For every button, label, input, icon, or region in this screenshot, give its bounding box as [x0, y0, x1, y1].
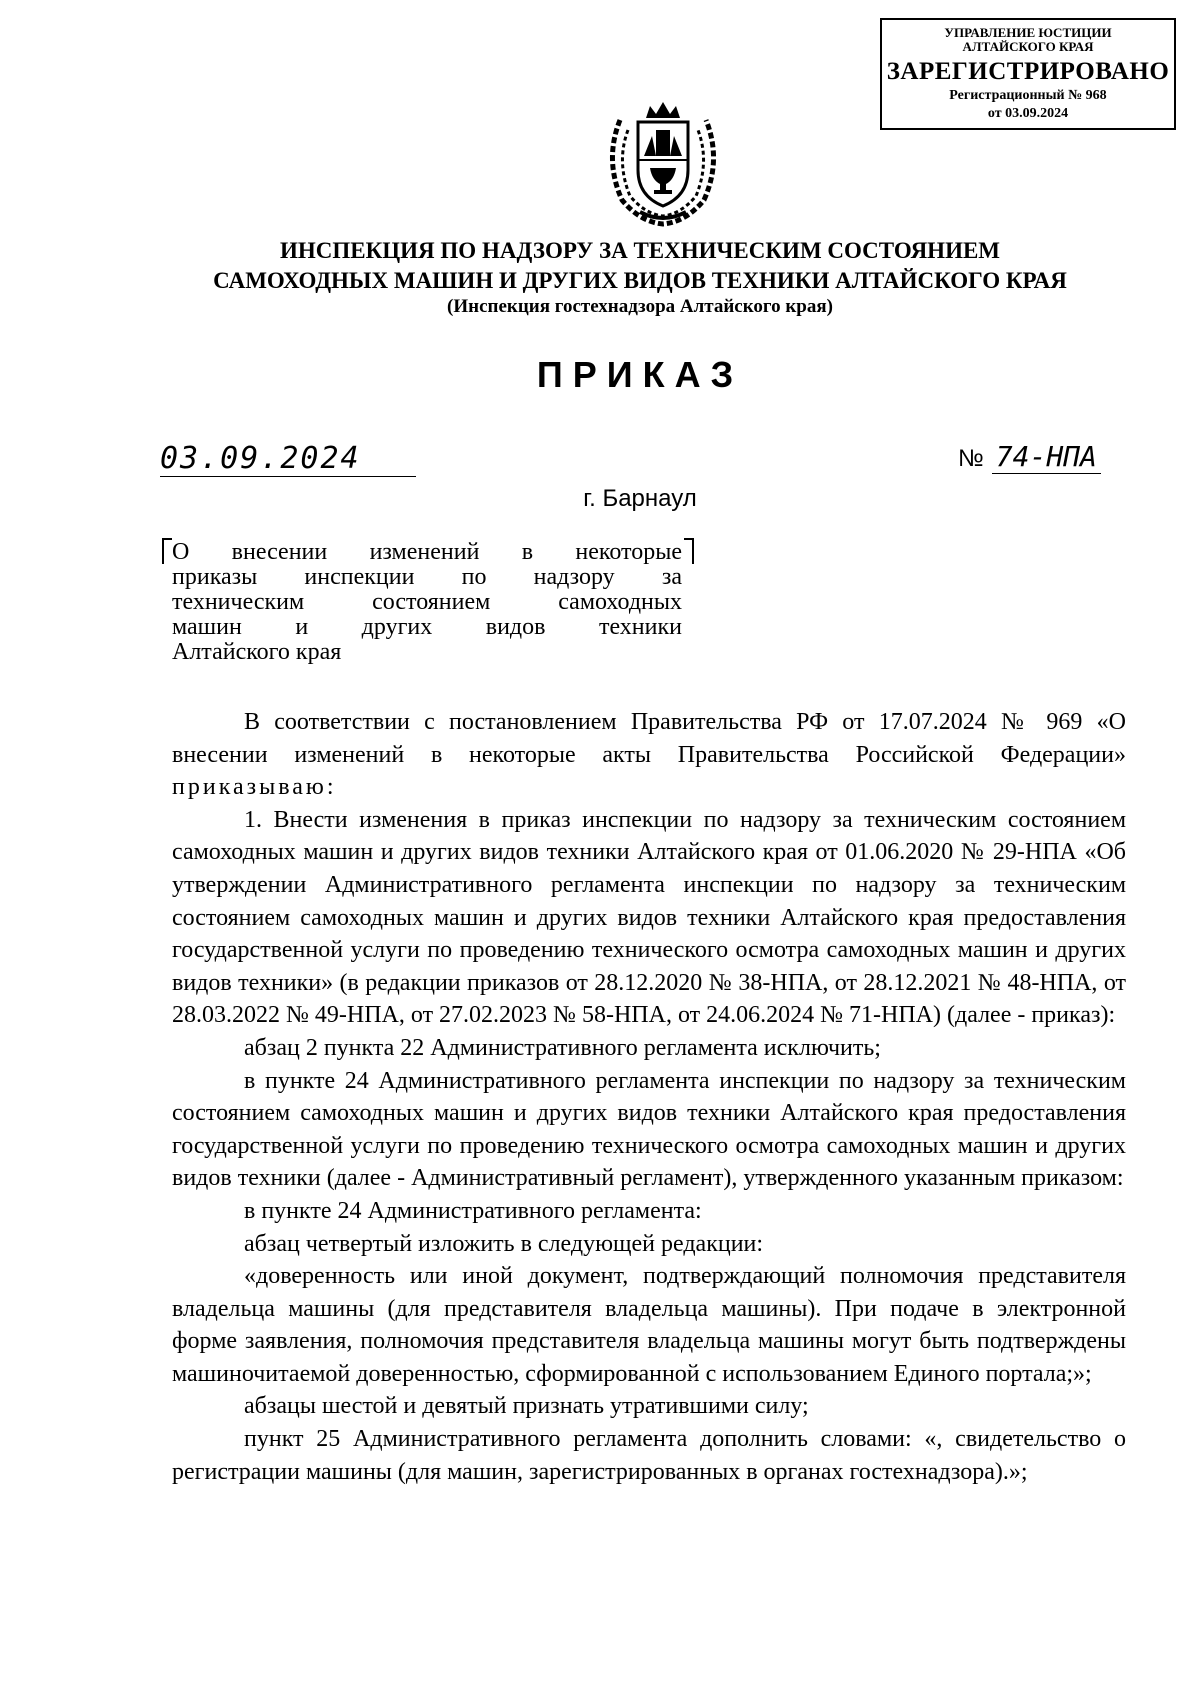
body-paragraph-intro: [172, 706, 1126, 804]
altai-krai-coat-of-arms-icon: [600, 100, 726, 228]
body-paragraph: пункт 25 Административного регламента дополнить словами: «, свидетельство о регистрации машины (для машин, зарегистрированных в органах гостехнадзора).»;: [172, 1426, 1126, 1485]
subject-line: О внесении изменений в некоторые: [172, 539, 682, 565]
document-subject: [172, 540, 682, 665]
subject-line: машин и других видов техники: [172, 614, 682, 640]
document-body: [172, 706, 1126, 1488]
subject-bracket-right: [684, 538, 694, 564]
subject-line: Алтайского края: [172, 639, 342, 665]
body-paragraph: в пункте 24 Административного регламента инспекции по надзору за техническим состоянием самоходных машин и других видов техники Алтайского края предоставления государственной услуги по проведению технического осмотра самоходных машин и других видов техники (далее - Административный регламент), утвержденного указанным приказом:: [172, 1067, 1126, 1192]
document-city: г. Барнаул: [583, 485, 697, 512]
subject-line: техническим состоянием самоходных: [172, 589, 682, 615]
body-paragraph: «доверенность или иной документ, подтверждающий полномочия представителя владельца машины (для представителя владельца машины). При подаче в электронной форме заявления, полномочия представителя владельца машины могут быть подтверждены машиночитаемой доверенностью, сформированной с использованием Единого портала;»;: [172, 1263, 1126, 1387]
subject-bracket-left: [162, 538, 172, 564]
stamp-department-line1: УПРАВЛЕНИЕ ЮСТИЦИИ: [944, 25, 1112, 40]
organization-name-line1: ИНСПЕКЦИЯ ПО НАДЗОРУ ЗА ТЕХНИЧЕСКИМ СОСТОЯНИЕМ: [279, 238, 1001, 263]
body-paragraph: абзац 2 пункта 22 Административного регламента исключить;: [244, 1034, 881, 1061]
body-paragraph: абзац четвертый изложить в следующей редакции:: [244, 1230, 764, 1257]
body-paragraph: 1. Внести изменения в приказ инспекции по надзору за техническим состоянием самоходных машин и других видов техники Алтайского края от 01.06.2020 № 29-НПА «Об утверждении Административного регламента инспекции по надзору за техническим состоянием самоходных машин и других видов техники Алтайского края предоставления государственной услуги по проведению технического осмотра самоходных машин и других видов техники» (в редакции приказов от 28.12.2020 № 38-НПА, от 28.12.2021 № 48-НПА, от 28.03.2022 № 49-НПА, от 27.02.2023 № 58-НПА, от 24.06.2024 № 71-НПА) (далее - приказ):: [172, 806, 1126, 1029]
document-date-line: [160, 436, 416, 477]
document-number-block: [958, 440, 1101, 480]
organization-short-name: (Инспекция гостехнадзора Алтайского края): [447, 296, 833, 317]
organization-name-line2: САМОХОДНЫХ МАШИН И ДРУГИХ ВИДОВ ТЕХНИКИ АЛТАЙСКОГО КРАЯ: [213, 268, 1067, 293]
stamp-department: [882, 26, 1174, 54]
stamp-status: ЗАРЕГИСТРИРОВАНО: [886, 58, 1170, 85]
organization-name: [100, 236, 1180, 296]
subject-line: приказы инспекции по надзору за: [172, 564, 682, 590]
intro-text: В соответствии с постановлением Правительства РФ от 17.07.2024 № 969 «О внесении изменений в некоторые акты Правительства Российской Федерации»: [172, 709, 1126, 768]
body-paragraph: в пункте 24 Административного регламента:: [244, 1197, 702, 1224]
document-number: 74-НПА: [992, 440, 1101, 474]
body-paragraph: абзацы шестой и девятый признать утратившими силу;: [244, 1393, 809, 1420]
document-date: 03.09.2024: [160, 441, 361, 476]
intro-action: приказываю:: [172, 774, 337, 801]
stamp-reg-number: Регистрационный № 968: [949, 88, 1107, 103]
stamp-reg-date: от 03.09.2024: [987, 106, 1069, 121]
number-sign: №: [958, 445, 984, 472]
registration-stamp: [880, 18, 1176, 130]
document-type-title: ПРИКАЗ: [536, 354, 744, 395]
stamp-department-line2: АЛТАЙСКОГО КРАЯ: [962, 39, 1094, 54]
